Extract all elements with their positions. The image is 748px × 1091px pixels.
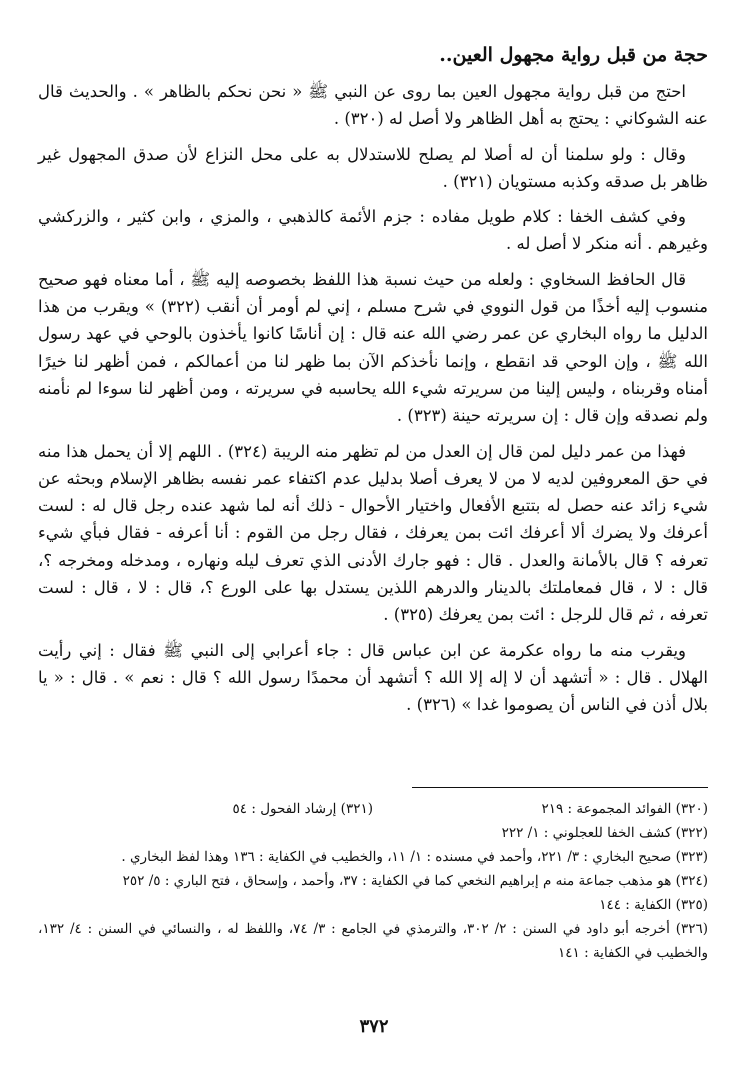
footnote-326: (٣٢٦) أخرجه أبو داود في السنن : ٢/ ٣٠٢، والترمذي في الجامع : ٣/ ٧٤، واللفظ له ، والنسائي في السنن : ٤/ ١٣٢، والخطيب في الكفاية : ١٤١ — [38, 921, 709, 961]
main-text — [38, 40, 708, 727]
footnote-divider — [412, 787, 708, 788]
footnote-325: (٣٢٥) الكفاية : ١٤٤ — [599, 897, 708, 913]
paragraph-6: ويقرب منه ما رواه عكرمة عن ابن عباس قال : جاء أعرابي إلى النبي ﷺ فقال : إني رأيت الهلال . قال : « أتشهد أن لا إله إلا الله ؟ أتشهد أن محمدًا رسول الله ؟ قال : نعم » . قال : « يا بلال أذن في الناس أن يصوموا غدا » (٣٢٦) . — [38, 640, 708, 715]
paragraph-4: قال الحافظ السخاوي : ولعله من حيث نسبة هذا اللفظ بخصوصه إليه ﷺ ، أما معناه فهو صحيح منسوب إليه أخذًا من قول النووي في شرح مسلم ، إني لم أومر أن أنقب (٣٢٢) » ويقرب من هذا الدليل ما رواه البخاري عن عمر رضي الله عنه قال : إن أناسًا كانوا يأخذون بالوحي في عهد رسول الله ﷺ ، وإن الوحي قد انقطع ، وإنما نأخذكم الآن بما ظهر لنا من أعمالكم ، فمن أظهر لنا خيرًا أمناه وقربناه ، وليس إلينا من سريرته شيء الله يحاسبه في سريرته ، ومن أظهر لنا سوءا لم نأمنه ولم نصدقه وإن قال : إن سريرته حينة (٣٢٣) . — [38, 269, 709, 426]
paragraph-2: وقال : ولو سلمنا أن له أصلا لم يصلح للاستدلال به على محل النزاع لأن صدق المجهول غير ظاهر بل صدقه وكذبه مستويان (٣٢١) . — [38, 144, 708, 191]
paragraph-1: احتج من قبل رواية مجهول العين بما روى عن النبي ﷺ « نحن نحكم بالظاهر » . والحديث قال عنه الشوكاني : يحتج به أهل الظاهر ولا أصل له (٣٢٠) . — [38, 82, 708, 129]
section-heading: حجة من قبل رواية مجهول العين.. — [439, 44, 708, 66]
page-number: ٣٧٢ — [359, 1016, 389, 1037]
paragraph-3: وفي كشف الخفا : كلام طويل مفاده : جزم الأئمة كالذهبي ، والمزي ، وابن كثير ، والزركشي وغيرهم . أنه منكر لا أصل له . — [38, 207, 708, 254]
footnote-323: (٣٢٣) صحيح البخاري : ٣/ ٢٢١، وأحمد في مسنده : ١/ ١١، والخطيب في الكفاية : ١٣٦ وهذا لفظ البخاري . — [121, 849, 708, 865]
footnote-324: (٣٢٤) هو مذهب جماعة منه م إبراهيم النخعي كما في الكفاية : ٣٧، وأحمد ، وإسحاق ، فتح الباري : ٥/ ٢٥٢ — [122, 873, 708, 889]
footnotes — [38, 797, 708, 965]
footnote-321: (٣٢١) إرشاد الفحول : ٥٤ — [232, 801, 373, 817]
footnote-320: (٣٢٠) الفوائد المجموعة : ٢١٩ — [541, 801, 708, 817]
footnote-row — [38, 797, 708, 821]
paragraph-5: فهذا من عمر دليل لمن قال إن العدل من لم تظهر منه الريبة (٣٢٤) . اللهم إلا أن يحمل هذا منه في حق المعروفين لديه لا من لا يعرف أصلا بدليل عدم اكتفاء عمر نفسه بظاهر الإسلام وبحثه عن شيء زائد عنه حصل له بتتبع الأفعال واختيار الأحوال - ذلك أنه لما شهد عنده رجل قال له : لست أعرفك ولا يضرك ألا أعرفك ائت بمن يعرفك ، فقال رجل من القوم : أنا أعرفه - فقال فبأي شيء تعرفه ؟ قال بالأمانة والعدل . قال : فهو جارك الأدنى الذي تعرف ليله ونهاره ، ومدخله ومخرجه ؟، قال : لا ، قال فمعاملتك بالدينار والدرهم اللذين يستدل بها على الورع ؟، قال : لا ، قال : لست تعرفه ، ثم قال للرجل : ائت بمن يعرفك (٣٢٥) . — [38, 441, 708, 625]
footnote-322: (٣٢٢) كشف الخفا للعجلوني : ١/ ٢٢٢ — [501, 825, 708, 841]
